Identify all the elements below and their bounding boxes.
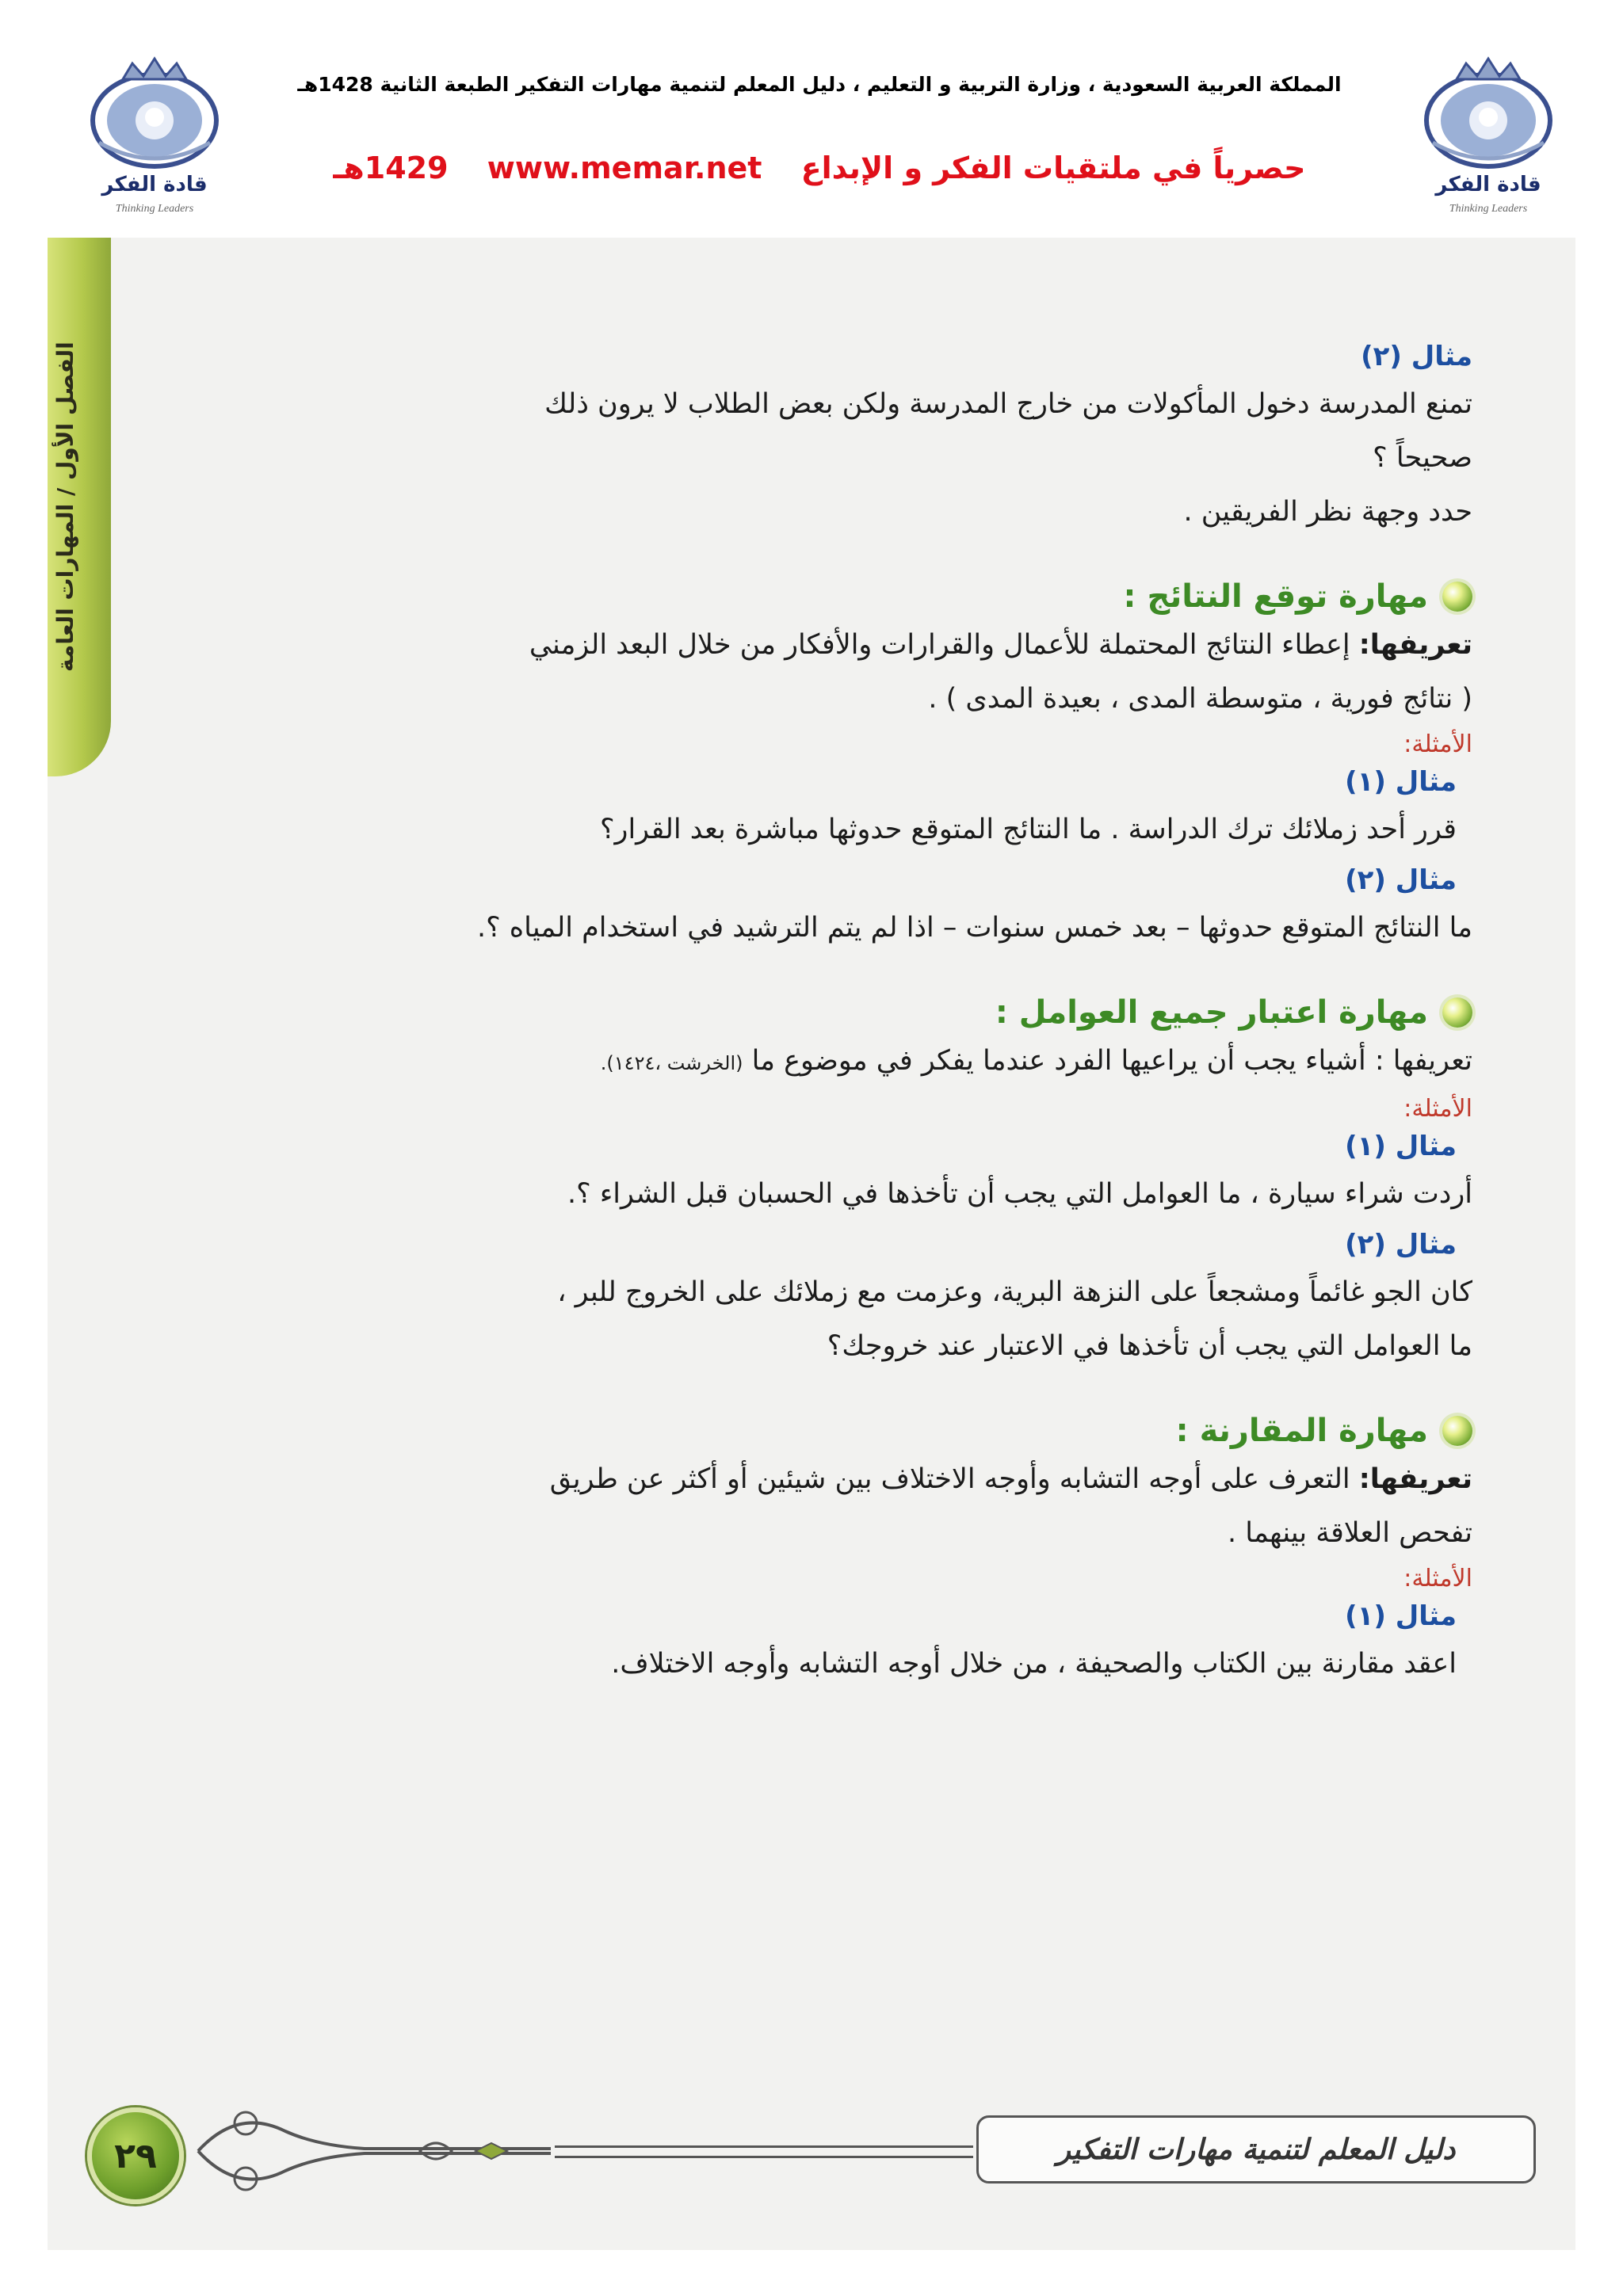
scanned-page bbox=[48, 238, 1575, 2250]
example-text-line: كان الجو غائماً ومشجعاً على النزهة البرية، وعزمت مع زملائك على الخروج للبر ، bbox=[557, 1276, 1472, 1308]
logo-subcaption: Thinking Leaders bbox=[1449, 203, 1528, 215]
footer-book-title: دليل المعلم لتنمية مهارات التفكير bbox=[976, 2115, 1536, 2183]
examples-label: الأمثلة: bbox=[1403, 730, 1472, 758]
section-title-predict-results bbox=[151, 578, 1472, 615]
logo-left bbox=[75, 48, 234, 222]
example-text-line: حدد وجهة نظر الفريقين . bbox=[1183, 496, 1472, 528]
page-footer bbox=[71, 2092, 1552, 2210]
logo-caption: قادة الفكر bbox=[101, 173, 208, 196]
examples-label: الأمثلة: bbox=[1403, 1565, 1472, 1592]
example-text-line: اعقد مقارنة بين الكتاب والصحيفة ، من خلال أوجه التشابه وأوجه الاختلاف. bbox=[611, 1648, 1457, 1680]
thinking-leaders-logo-icon bbox=[1409, 48, 1568, 174]
definition-text: التعرف على أوجه التشابه وأوجه الاختلاف بين شيئين أو أكثر عن طريق bbox=[549, 1463, 1359, 1495]
chapter-side-tab bbox=[48, 238, 111, 776]
example-text-line: ما النتائج المتوقع حدوثها – بعد خمس سنوات – اذا لم يتم الترشيد في استخدام المياه ؟. bbox=[476, 912, 1472, 944]
example-text-line: ما العوامل التي يجب أن تأخذها في الاعتبار عند خروجك؟ bbox=[827, 1330, 1472, 1362]
definition-line bbox=[151, 618, 1472, 672]
definition-line bbox=[151, 1034, 1472, 1090]
header-forum-text: حصرياً في ملتقيات الفكر و الإبداع bbox=[800, 151, 1306, 185]
header-year: 1429هـ bbox=[333, 151, 449, 185]
example-text-line: تمنع المدرسة دخول المأكولات من خارج المدرسة ولكن بعض الطلاب لا يرون ذلك bbox=[544, 388, 1472, 420]
citation: (الخرشت ،١٤٢٤). bbox=[600, 1052, 743, 1074]
page-content bbox=[151, 333, 1472, 1691]
logo-subcaption: Thinking Leaders bbox=[115, 203, 194, 215]
header-title: المملكة العربية السعودية ، وزارة التربية و التعليم ، دليل المعلم لتنمية مهارات التفكير الطبعة الثانية 1428هـ bbox=[297, 73, 1342, 96]
section-title-text: مهارة المقارنة : bbox=[1175, 1413, 1428, 1449]
example-title: مثال (٢) bbox=[1345, 1229, 1457, 1261]
section-title-text: مهارة توقع النتائج : bbox=[1123, 578, 1428, 615]
examples-label: الأمثلة: bbox=[1403, 1095, 1472, 1123]
definition-line: تفحص العلاقة بينهما . bbox=[1228, 1517, 1472, 1549]
section-title-text: مهارة اعتبار جميع العوامل : bbox=[995, 994, 1428, 1031]
example-text-line: أردت شراء سيارة ، ما العوامل التي يجب أن تأخذها في الحسبان قبل الشراء ؟. bbox=[567, 1178, 1472, 1210]
example-title: مثال (٢) bbox=[1345, 864, 1457, 896]
example-text-line: صحيحاً ؟ bbox=[1373, 442, 1472, 474]
definition-line bbox=[151, 1452, 1472, 1506]
example-title: مثال (٢) bbox=[1361, 341, 1472, 372]
chapter-side-tab-text: الفصل الأول / المهارات العامة bbox=[52, 341, 78, 673]
page-number: ٢٩ bbox=[114, 2135, 157, 2176]
bullet-icon bbox=[1442, 997, 1472, 1028]
section-title-comparison bbox=[151, 1413, 1472, 1449]
thinking-leaders-logo-icon bbox=[75, 48, 234, 174]
header-url-link[interactable]: www.memar.net bbox=[487, 151, 762, 185]
definition-label: تعريفها : bbox=[1374, 1045, 1472, 1077]
footer-divider bbox=[555, 2145, 973, 2158]
example-title: مثال (١) bbox=[1345, 766, 1457, 798]
definition-label: تعريفها: bbox=[1358, 1463, 1472, 1495]
definition-line: ( نتائج فورية ، متوسطة المدى ، بعيدة المدى ) . bbox=[928, 683, 1472, 715]
example-title: مثال (١) bbox=[1345, 1600, 1457, 1632]
bullet-icon bbox=[1442, 582, 1472, 612]
example-text-line: قرر أحد زملائك ترك الدراسة . ما النتائج المتوقع حدوثها مباشرة بعد القرار؟ bbox=[599, 814, 1457, 845]
definition-text: أشياء يجب أن يراعيها الفرد عندما يفكر في موضوع ما bbox=[743, 1045, 1375, 1077]
definition-text: إعطاء النتائج المحتملة للأعمال والقرارات والأفكار من خلال البعد الزمني bbox=[529, 629, 1359, 661]
footer-ornament-icon bbox=[190, 2100, 555, 2203]
definition-label: تعريفها: bbox=[1358, 629, 1472, 661]
logo-right bbox=[1409, 48, 1568, 222]
section-title-consider-factors bbox=[151, 994, 1472, 1031]
header-subtitle bbox=[238, 151, 1401, 185]
example-title: مثال (١) bbox=[1345, 1131, 1457, 1162]
logo-caption: قادة الفكر bbox=[1435, 173, 1541, 196]
bullet-icon bbox=[1442, 1416, 1472, 1446]
page-number-badge bbox=[87, 2107, 184, 2204]
